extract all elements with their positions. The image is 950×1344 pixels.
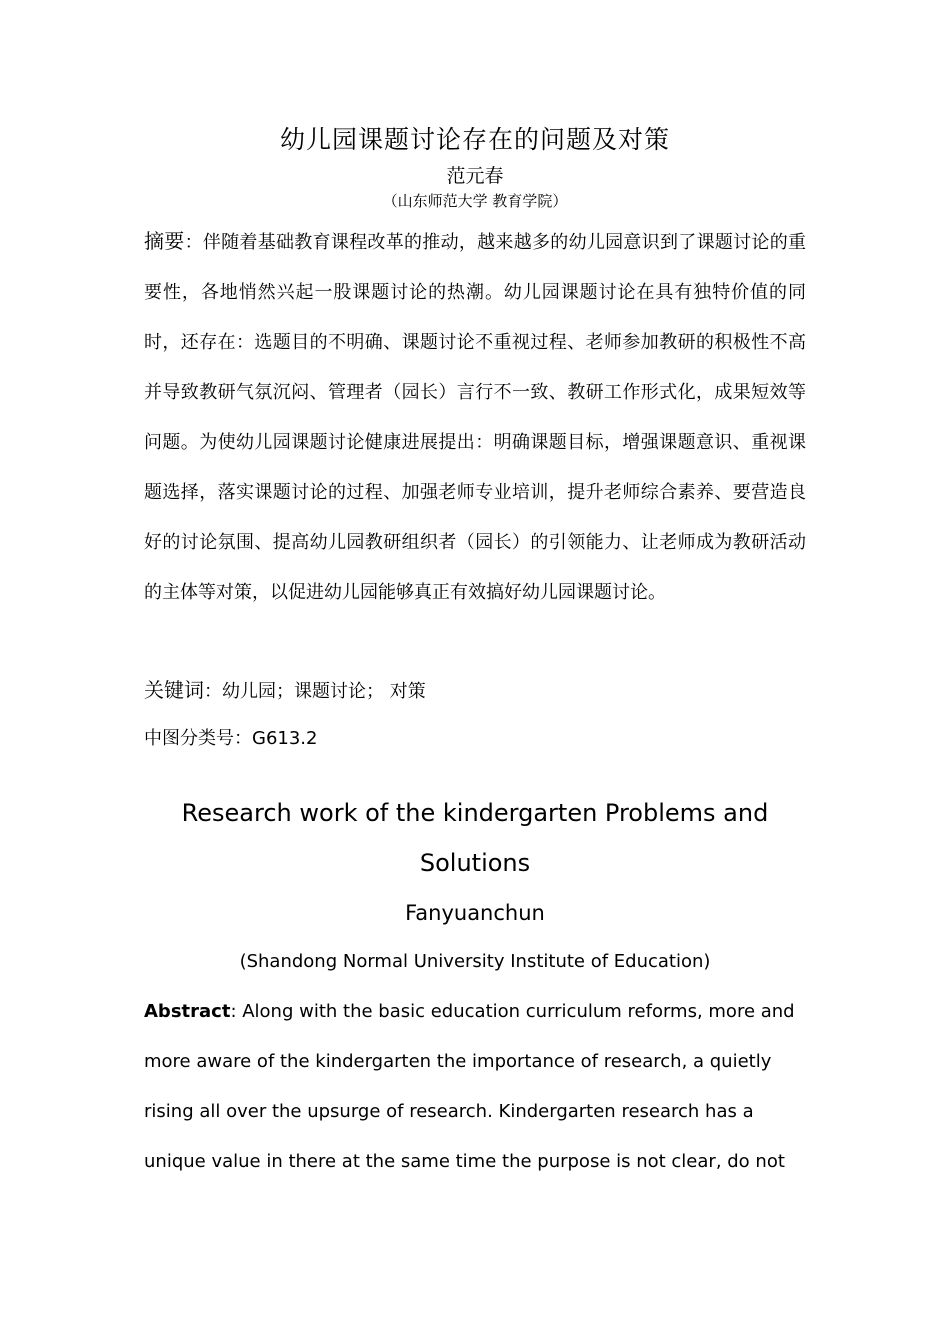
english-title: Research work of the kindergarten Problems and Solutions <box>181 799 769 877</box>
english-affiliation: (Shandong Normal University Institute of Education) <box>239 951 711 972</box>
chinese-author: 范元春 <box>446 165 504 187</box>
chinese-keywords <box>144 665 806 717</box>
chinese-classification-number: 中图分类号：G613.2 <box>144 728 318 749</box>
english-author: Fanyuanchun <box>405 901 545 925</box>
chinese-abstract-text: ：伴随着基础教育课程改革的推动，越来越多的幼儿园意识到了课题讨论的重要性，各地悄然兴起一股课题讨论的热潮。幼儿园课题讨论在具有独特价值的同时，还存在：选题目的不明确、课题讨论不重视过程、老师参加教研的积极性不高并导致教研气氛沉闷、管理者（园长）言行不一致、教研工作形式化，成果短效等问题。为使幼儿园课题讨论健康进展提出：明确课题目标，增强课题意识、重视课题选择，落实课题讨论的过程、加强老师专业培训，提升老师综合素养、要营造良好的讨论氛围、提高幼儿园教研组织者（园长）的引领能力、让老师成为教研活动的主体等对策，以促进幼儿园能够真正有效搞好幼儿园课题讨论。 <box>144 232 807 603</box>
chinese-keywords-text: ：幼儿园；课题讨论； 对策 <box>204 681 426 702</box>
chinese-abstract <box>144 216 806 618</box>
chinese-keywords-label: 关键词 <box>144 678 204 702</box>
chinese-abstract-label: 摘要 <box>144 229 185 253</box>
chinese-affiliation: （山东师范大学 教育学院） <box>382 192 568 210</box>
english-abstract <box>144 987 806 1187</box>
english-abstract-text: : Along with the basic education curriculum reforms, more and more aware of the kindergarten the importance of research, a quietly rising all over the upsurge of research. Kindergarten research has a unique value in there at the same time the purpose is not clear, do not <box>144 1001 795 1172</box>
chinese-title: 幼儿园课题讨论存在的问题及对策 <box>279 125 670 154</box>
english-abstract-label: Abstract <box>144 1001 231 1022</box>
